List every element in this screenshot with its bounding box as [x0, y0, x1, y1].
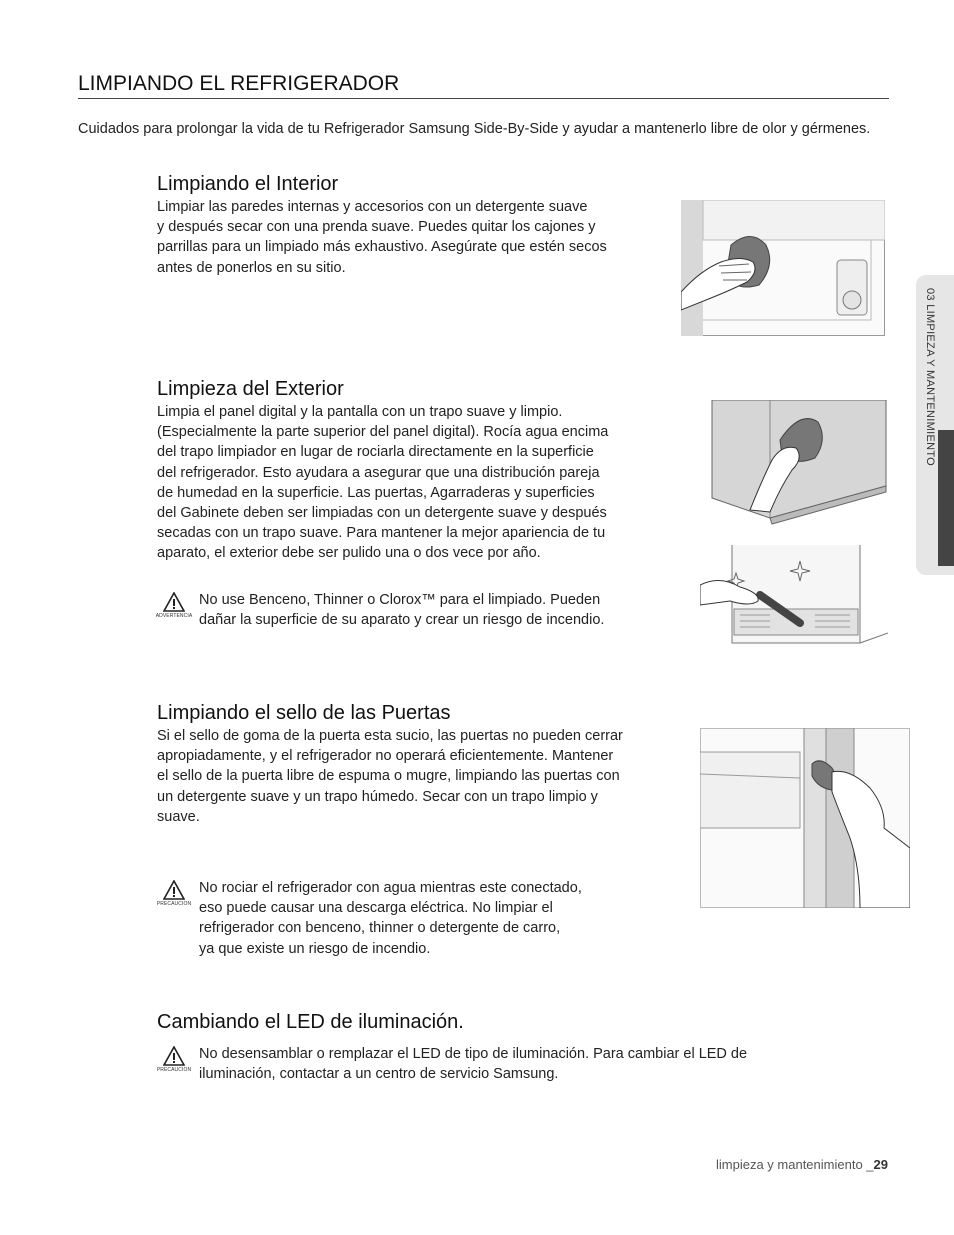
paragraph-interior: Limpiar las paredes internas y accesorios con un detergente suave y después secar con una prenda suave. Puedes quitar los cajones y parrillas para un limpiado más exhaustivo. Asegúrate que estén secos antes de ponerlos en su sitio. — [157, 199, 607, 276]
heading-exterior: Limpieza del Exterior — [157, 378, 344, 400]
exterior-cleaning-illustration — [710, 400, 888, 528]
page-number: 29 — [873, 1157, 888, 1172]
page-title: LIMPIANDO EL REFRIGERADOR — [78, 72, 889, 99]
heading-door-seals: Limpiando el sello de las Puertas — [157, 702, 451, 724]
warning-text-exterior: No use Benceno, Thinner o Clorox™ para el limpiado. Pueden dañar la superficie de su aparato y crear un riesgo de incendio. — [199, 592, 605, 629]
footer-text: limpieza y mantenimiento _ — [716, 1157, 874, 1172]
caution-icon — [155, 880, 193, 907]
intro-paragraph: Cuidados para prolongar la vida de tu Refrigerador Samsung Side-By-Side y ayudar a mantenerlo libre de olor y gérmenes. — [78, 121, 871, 137]
interior-cleaning-illustration — [681, 200, 885, 336]
paragraph-door-seals: Si el sello de goma de la puerta esta sucio, las puertas no pueden cerrar apropiadamente, y el refrigerador no operará eficientemente. Mantener el sello de la puerta libre de espuma o mugre, limpiando las puertas con un detergente suave y un trapo húmedo. Secar con un trapo limpio y suave. — [157, 728, 623, 825]
paragraph-exterior: Limpia el panel digital y la pantalla con un trapo suave y limpio. (Especialmente la parte superior del panel digital). Rocía agua encima del trapo limpiador en lugar de rociarla directamente en la superficie del refrigerador. Esto ayudara a asegurar que una distribución pareja de humedad en la superficie. Las puertas, Agarraderas y superficies del Gabinete deben ser limpiadas con un detergente suave y después secadas con un trapo suave. Para mantener la mejor apariencia de tu aparato, el exterior debe ser pulido una o dos vece por año. — [157, 404, 609, 562]
caution-text-led: No desensamblar o remplazar el LED de tipo de iluminación. Para cambiar el LED de iluminación, contactar a un centro de servicio Samsung. — [199, 1046, 748, 1083]
page-footer — [716, 1157, 888, 1172]
caution-label: PRECAUCION — [156, 1067, 192, 1073]
warning-label: ADVERTENCIA — [155, 613, 193, 619]
caution-icon — [155, 1046, 193, 1073]
heading-led: Cambiando el LED de iluminación. — [157, 1011, 464, 1033]
chapter-side-tab-marker — [938, 430, 954, 566]
panel-cleaning-illustration — [700, 545, 888, 645]
caution-text-door-seals: No rociar el refrigerador con agua mientras este conectado, eso puede causar una descarga eléctrica. No limpiar el refrigerador con benceno, thinner o detergente de carro, ya que existe un riesgo de incendio. — [199, 880, 582, 957]
caution-label: PRECAUCION — [156, 901, 192, 907]
warning-icon — [155, 592, 193, 619]
heading-interior: Limpiando el Interior — [157, 173, 339, 195]
door-seal-illustration — [700, 728, 910, 908]
chapter-side-tab-label: 03 LIMPIEZA Y MANTENIMIENTO — [924, 288, 936, 467]
